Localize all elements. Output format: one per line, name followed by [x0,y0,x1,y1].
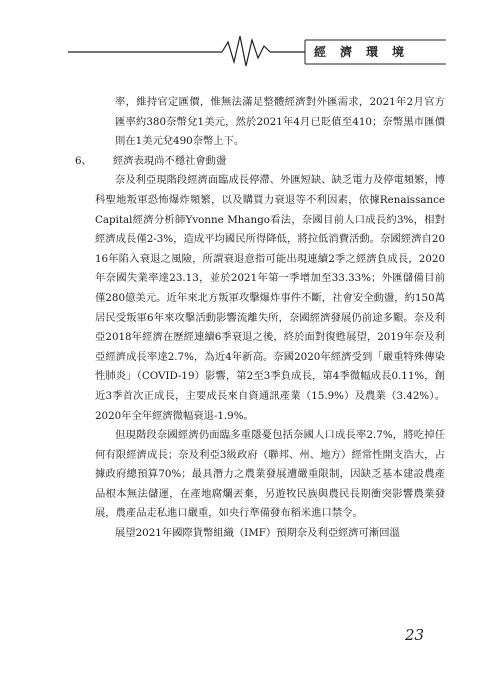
paragraph-concerns: 但現階段奈國經濟仍面臨多重隱憂包括奈國人口成長率2.7%，將吃掉任何有限經濟成長；奈及利亞3級政府（聯邦、州、地方）經常性開支浩大，占據政府總預算70%；最具潛力之農業發展遭嚴重限制，因缺乏基本建設農產品根本無法儲運，在產地腐爛丟棄，另遊牧民族與農民長期衝突影響農業發展，農產品走私進口嚴重，如央行準備發布稻米進口禁令。 [95,429,445,520]
page-header [0,28,480,78]
paragraph-economy: 奈及利亞現階段經濟面臨成長停滯、外匯短缺、缺乏電力及停電頻繁，博科聖地叛軍恐怖爆炸頻繁，以及購買力衰退等不利因素，依據Renaissance Capital經濟分析師Yvonne Mhango看法，奈國目前人口成長約3%，相對經濟成長僅2-3%，造成平均國民所得降低，將拉低消費活動。奈國經濟自2016年陷入衰退之風險，所謂衰退意指可能出現連續2季之經濟負成長，2020年奈國失業率達23.13，並於2021年第一季增加至33.33%；外匯儲備目前僅280億美元。近年來北方叛軍攻擊爆炸事件不斷，社會安全動盪，約150萬居民受叛軍6年來攻擊活動影響流離失所，奈國經濟發展仍前途多艱。奈及利亞2018年經濟在歷經連續6季衰退之後，終於面對復甦展望，2019年奈及利亞經濟成長率達2.7%，為近4年新高。奈國2020年經濟受到「嚴重特殊傳染性肺炎」（COVID-19）影響，第2至3季負成長，第4季微幅成長0.11%，創近3季首次正成長，主要成長來自資通訊產業（15.9%）及農業（3.42%）。2020年全年經濟微幅衰退-1.9%。 [95,174,445,422]
paragraph-outlook: 展望2021年國際貨幣組織（IMF）預期奈及利亞經濟可漸回溫 [115,527,400,540]
section-title: 經濟環境 [314,45,419,59]
page-number: 23 [405,626,425,644]
paragraph-exchange-rate: 率，維持官定匯價，惟無法滿足整體經濟對外匯需求，2021年2月官方匯率約380奈幣兌1美元，然於2021年4月已貶值至410；奈幣黑市匯價則在1美元兌490奈幣上下。 [115,96,445,148]
section-heading [75,152,445,172]
page-body [75,93,445,544]
heading-text: 經濟表現尚不穩社會動盪 [113,154,227,167]
heading-number: 6、 [75,154,92,167]
